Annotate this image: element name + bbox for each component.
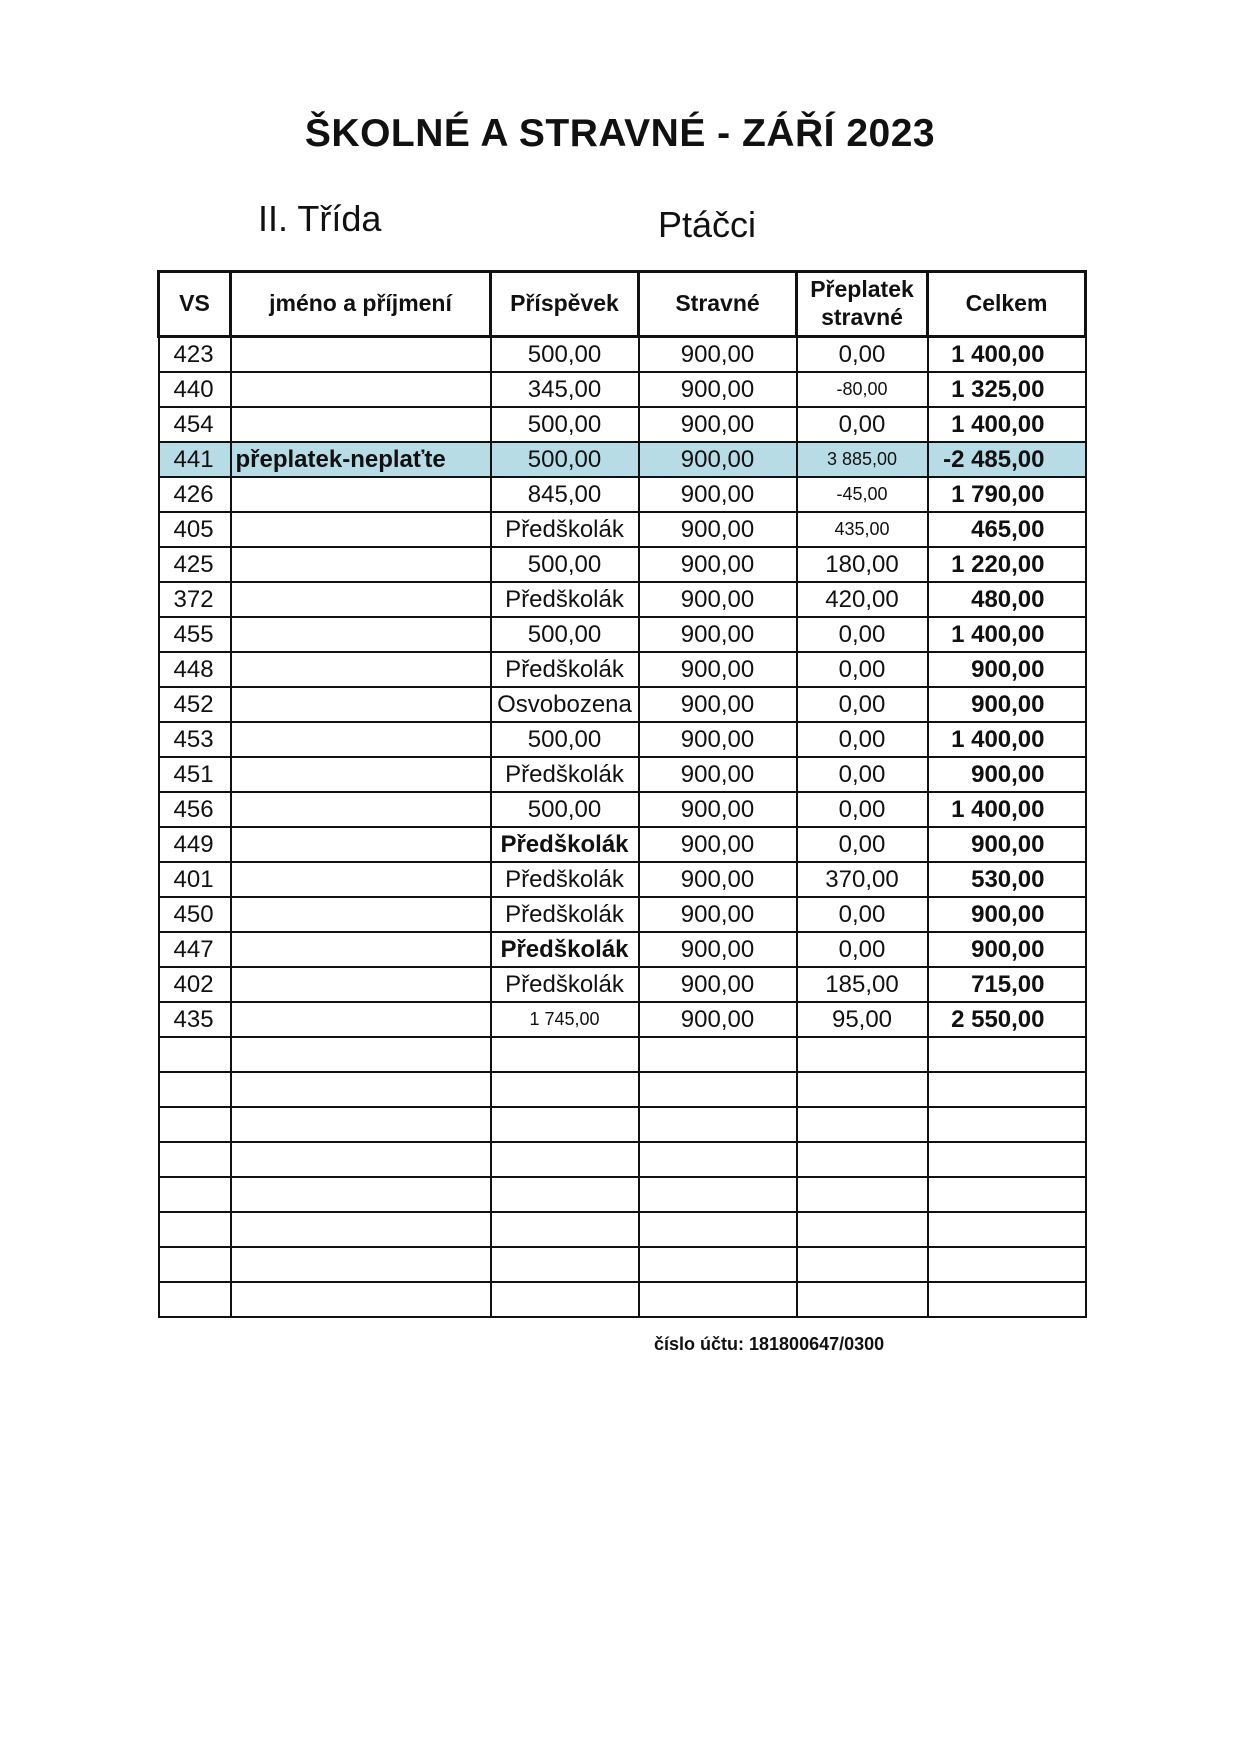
cell-prispevek: Předškolák: [491, 827, 639, 862]
cell-preplatek: [797, 1107, 928, 1142]
cell-vs: 454: [159, 407, 231, 442]
cell-name: [231, 337, 491, 373]
cell-prispevek: [491, 1107, 639, 1142]
cell-celkem: 900,00: [928, 652, 1086, 687]
cell-stravne: 900,00: [639, 547, 797, 582]
cell-vs: [159, 1072, 231, 1107]
cell-stravne: 900,00: [639, 442, 797, 477]
cell-name: [231, 582, 491, 617]
cell-preplatek: 0,00: [797, 722, 928, 757]
cell-preplatek: -80,00: [797, 372, 928, 407]
group-name: Ptáčci: [658, 204, 757, 245]
table-row: [159, 512, 1086, 547]
cell-preplatek: 0,00: [797, 827, 928, 862]
cell-vs: 455: [159, 617, 231, 652]
cell-preplatek: 0,00: [797, 617, 928, 652]
cell-stravne: 900,00: [639, 512, 797, 547]
cell-celkem: [928, 1282, 1086, 1317]
cell-preplatek: 420,00: [797, 582, 928, 617]
cell-vs: 440: [159, 372, 231, 407]
cell-name: [231, 1107, 491, 1142]
cell-name: [231, 1177, 491, 1212]
cell-prispevek: [491, 1247, 639, 1282]
cell-celkem: 530,00: [928, 862, 1086, 897]
cell-prispevek: Předškolák: [491, 932, 639, 967]
cell-name: [231, 617, 491, 652]
cell-preplatek: -45,00: [797, 477, 928, 512]
cell-stravne: [639, 1282, 797, 1317]
cell-celkem: [928, 1212, 1086, 1247]
cell-prispevek: 500,00: [491, 722, 639, 757]
cell-vs: 447: [159, 932, 231, 967]
table-row: [159, 897, 1086, 932]
cell-celkem: [928, 1142, 1086, 1177]
cell-stravne: 900,00: [639, 617, 797, 652]
cell-prispevek: [491, 1177, 639, 1212]
cell-name: [231, 1002, 491, 1037]
cell-prispevek: [491, 1212, 639, 1247]
cell-celkem: 465,00: [928, 512, 1086, 547]
cell-prispevek: 500,00: [491, 337, 639, 373]
cell-prispevek: [491, 1072, 639, 1107]
cell-prispevek: Osvobozena: [491, 687, 639, 722]
cell-stravne: [639, 1037, 797, 1072]
cell-preplatek: [797, 1072, 928, 1107]
cell-celkem: 1 400,00: [928, 337, 1086, 373]
cell-preplatek: [797, 1247, 928, 1282]
cell-stravne: [639, 1142, 797, 1177]
cell-preplatek: [797, 1177, 928, 1212]
cell-preplatek: 95,00: [797, 1002, 928, 1037]
cell-celkem: 480,00: [928, 582, 1086, 617]
cell-preplatek: 0,00: [797, 687, 928, 722]
cell-prispevek: Předškolák: [491, 862, 639, 897]
table-row: [159, 1142, 1086, 1177]
table-row: [159, 1037, 1086, 1072]
table-row: [159, 722, 1086, 757]
cell-name: [231, 1247, 491, 1282]
cell-celkem: 1 400,00: [928, 792, 1086, 827]
cell-celkem: 1 790,00: [928, 477, 1086, 512]
cell-name: [231, 1037, 491, 1072]
header-celkem: Celkem: [928, 272, 1086, 337]
cell-prispevek: Předškolák: [491, 652, 639, 687]
cell-vs: [159, 1177, 231, 1212]
header-preplatek: Přeplatek stravné: [797, 272, 928, 337]
cell-celkem: 2 550,00: [928, 1002, 1086, 1037]
cell-name: [231, 512, 491, 547]
cell-vs: [159, 1107, 231, 1142]
cell-celkem: 715,00: [928, 967, 1086, 1002]
cell-stravne: 900,00: [639, 932, 797, 967]
cell-stravne: 900,00: [639, 897, 797, 932]
cell-prispevek: Předškolák: [491, 582, 639, 617]
cell-name: [231, 652, 491, 687]
cell-celkem: [928, 1177, 1086, 1212]
table-row: [159, 1107, 1086, 1142]
table-row: [159, 757, 1086, 792]
cell-stravne: 900,00: [639, 582, 797, 617]
cell-prispevek: 845,00: [491, 477, 639, 512]
cell-prispevek: 500,00: [491, 792, 639, 827]
cell-prispevek: 500,00: [491, 547, 639, 582]
table-row: [159, 442, 1086, 477]
table-row: [159, 372, 1086, 407]
cell-name: [231, 547, 491, 582]
cell-celkem: 900,00: [928, 897, 1086, 932]
cell-vs: [159, 1282, 231, 1317]
cell-vs: 405: [159, 512, 231, 547]
cell-prispevek: 500,00: [491, 442, 639, 477]
cell-name: [231, 477, 491, 512]
cell-prispevek: 500,00: [491, 407, 639, 442]
cell-preplatek: 0,00: [797, 932, 928, 967]
table-row: [159, 792, 1086, 827]
table-row: [159, 827, 1086, 862]
cell-celkem: 1 220,00: [928, 547, 1086, 582]
cell-name: přeplatek-neplaťte: [231, 442, 491, 477]
cell-preplatek: 180,00: [797, 547, 928, 582]
cell-name: [231, 757, 491, 792]
cell-preplatek: [797, 1037, 928, 1072]
cell-stravne: 900,00: [639, 792, 797, 827]
cell-celkem: [928, 1072, 1086, 1107]
cell-stravne: 900,00: [639, 827, 797, 862]
cell-stravne: [639, 1212, 797, 1247]
cell-name: [231, 372, 491, 407]
table-row: [159, 652, 1086, 687]
cell-vs: [159, 1142, 231, 1177]
table-row: [159, 1002, 1086, 1037]
cell-stravne: 900,00: [639, 372, 797, 407]
cell-preplatek: 0,00: [797, 407, 928, 442]
cell-vs: 449: [159, 827, 231, 862]
cell-name: [231, 1212, 491, 1247]
class-name: II. Třída: [258, 198, 382, 239]
cell-stravne: [639, 1177, 797, 1212]
cell-celkem: 900,00: [928, 687, 1086, 722]
account-number: číslo účtu: 181800647/0300: [654, 1334, 885, 1354]
table-row: [159, 617, 1086, 652]
cell-celkem: 900,00: [928, 827, 1086, 862]
cell-preplatek: 0,00: [797, 337, 928, 373]
cell-prispevek: Předškolák: [491, 897, 639, 932]
cell-preplatek: [797, 1212, 928, 1247]
cell-prispevek: 345,00: [491, 372, 639, 407]
header-vs: VS: [159, 272, 231, 337]
cell-stravne: 900,00: [639, 862, 797, 897]
cell-vs: 450: [159, 897, 231, 932]
table-row: [159, 862, 1086, 897]
cell-stravne: 900,00: [639, 652, 797, 687]
cell-name: [231, 897, 491, 932]
table-header-row: [159, 272, 1086, 337]
table-row: [159, 407, 1086, 442]
cell-stravne: [639, 1072, 797, 1107]
cell-celkem: [928, 1037, 1086, 1072]
cell-name: [231, 687, 491, 722]
cell-preplatek: 0,00: [797, 652, 928, 687]
cell-vs: 425: [159, 547, 231, 582]
table-row: [159, 477, 1086, 512]
cell-celkem: -2 485,00: [928, 442, 1086, 477]
cell-vs: 435: [159, 1002, 231, 1037]
cell-celkem: 900,00: [928, 757, 1086, 792]
cell-name: [231, 407, 491, 442]
page-title: ŠKOLNÉ A STRAVNÉ - ZÁŘÍ 2023: [304, 112, 936, 155]
cell-name: [231, 827, 491, 862]
cell-vs: [159, 1212, 231, 1247]
table-row: [159, 337, 1086, 373]
cell-celkem: [928, 1107, 1086, 1142]
cell-celkem: 1 325,00: [928, 372, 1086, 407]
header-stravne: Stravné: [639, 272, 797, 337]
cell-name: [231, 1072, 491, 1107]
cell-stravne: 900,00: [639, 687, 797, 722]
cell-celkem: [928, 1247, 1086, 1282]
cell-stravne: 900,00: [639, 477, 797, 512]
table-row: [159, 1282, 1086, 1317]
cell-preplatek: 0,00: [797, 897, 928, 932]
cell-vs: 441: [159, 442, 231, 477]
cell-vs: 401: [159, 862, 231, 897]
cell-celkem: 1 400,00: [928, 722, 1086, 757]
cell-stravne: 900,00: [639, 407, 797, 442]
table-row: [159, 1247, 1086, 1282]
cell-prispevek: [491, 1037, 639, 1072]
cell-stravne: 900,00: [639, 967, 797, 1002]
cell-vs: 451: [159, 757, 231, 792]
table-row: [159, 1212, 1086, 1247]
header-name: jméno a příjmení: [231, 272, 491, 337]
cell-preplatek: 185,00: [797, 967, 928, 1002]
cell-preplatek: [797, 1282, 928, 1317]
fees-table: [157, 270, 1087, 1318]
cell-preplatek: 0,00: [797, 792, 928, 827]
cell-prispevek: 1 745,00: [491, 1002, 639, 1037]
cell-prispevek: Předškolák: [491, 967, 639, 1002]
header-prispevek: Příspěvek: [491, 272, 639, 337]
cell-stravne: 900,00: [639, 1002, 797, 1037]
cell-name: [231, 862, 491, 897]
cell-vs: [159, 1247, 231, 1282]
cell-celkem: 900,00: [928, 932, 1086, 967]
cell-celkem: 1 400,00: [928, 407, 1086, 442]
table-row: [159, 1177, 1086, 1212]
table-row: [159, 687, 1086, 722]
cell-name: [231, 1282, 491, 1317]
cell-name: [231, 792, 491, 827]
table-row: [159, 967, 1086, 1002]
cell-vs: 402: [159, 967, 231, 1002]
cell-prispevek: [491, 1142, 639, 1177]
cell-name: [231, 967, 491, 1002]
cell-prispevek: Předškolák: [491, 757, 639, 792]
cell-name: [231, 932, 491, 967]
cell-preplatek: 370,00: [797, 862, 928, 897]
cell-name: [231, 1142, 491, 1177]
table-row: [159, 1072, 1086, 1107]
cell-vs: 456: [159, 792, 231, 827]
cell-vs: [159, 1037, 231, 1072]
cell-vs: 426: [159, 477, 231, 512]
cell-stravne: 900,00: [639, 757, 797, 792]
cell-vs: 372: [159, 582, 231, 617]
cell-preplatek: 0,00: [797, 757, 928, 792]
cell-prispevek: 500,00: [491, 617, 639, 652]
cell-stravne: [639, 1247, 797, 1282]
table-row: [159, 547, 1086, 582]
cell-preplatek: 3 885,00: [797, 442, 928, 477]
cell-preplatek: [797, 1142, 928, 1177]
cell-vs: 453: [159, 722, 231, 757]
cell-prispevek: [491, 1282, 639, 1317]
cell-preplatek: 435,00: [797, 512, 928, 547]
cell-stravne: 900,00: [639, 722, 797, 757]
table-row: [159, 932, 1086, 967]
cell-stravne: [639, 1107, 797, 1142]
table-row: [159, 582, 1086, 617]
cell-vs: 423: [159, 337, 231, 373]
cell-celkem: 1 400,00: [928, 617, 1086, 652]
cell-vs: 452: [159, 687, 231, 722]
cell-prispevek: Předškolák: [491, 512, 639, 547]
cell-stravne: 900,00: [639, 337, 797, 373]
cell-name: [231, 722, 491, 757]
cell-vs: 448: [159, 652, 231, 687]
